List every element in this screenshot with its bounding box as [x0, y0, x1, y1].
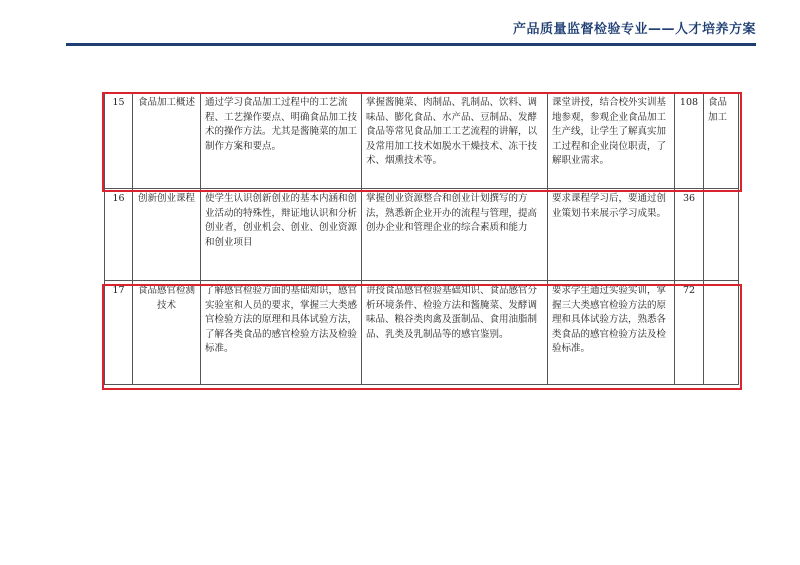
curriculum-table [104, 92, 739, 385]
table-row [105, 93, 739, 189]
course-hours: 108 [675, 93, 704, 189]
course-content: 掌握创业资源整合和创业计划撰写的方法，熟悉新企业开办的流程与管理，提高创办企业和管理企业的综合素质和能力 [362, 189, 548, 281]
course-content: 掌握酱腌菜、肉制品、乳制品、饮料、调味品、膨化食品、水产品、豆制品、发酵食品等常见食品加工工艺流程的讲解，以及常用加工技术如脱水干燥技术、冻干技术、烟熏技术等。 [362, 93, 548, 189]
course-content: 讲授食品感官检验基础知识、食品感官分析环境条件、检验方法和酱腌菜、发酵调味品、粮谷类肉禽及蛋制品、食用油脂制品、乳类及乳制品等的感官鉴别。 [362, 281, 548, 385]
course-requirement: 要求课程学习后，要通过创业策划书来展示学习成果。 [548, 189, 675, 281]
course-type [704, 189, 739, 281]
document-title: 产品质量监督检验专业——人才培养方案 [512, 22, 756, 37]
course-number: 16 [105, 189, 133, 281]
course-objective: 使学生认识创新创业的基本内涵和创业活动的特殊性，辩证地认识和分析创业者，创业机会、创业、创业资源和创业项目 [201, 189, 362, 281]
course-name: 食品加工概述 [133, 93, 201, 189]
table-row [105, 281, 739, 385]
header-rule [66, 43, 756, 46]
course-hours: 36 [675, 189, 704, 281]
course-hours: 72 [675, 281, 704, 385]
course-requirement: 课堂讲授，结合校外实训基地参观，参观企业食品加工生产线，让学生了解真实加工过程和企业岗位职责，了解职业需求。 [548, 93, 675, 189]
course-objective: 了解感官检验方面的基础知识，感官实验室和人员的要求，掌握三大类感官检验方法的原理和具体试验方法，了解各类食品的感官检验方法及检验标准。 [201, 281, 362, 385]
course-name: 食品感官检测技术 [133, 281, 201, 385]
course-type: 食品加工 [704, 93, 739, 189]
course-number: 17 [105, 281, 133, 385]
course-objective: 通过学习食品加工过程中的工艺流程、工艺操作要点、明确食品加工技术的操作方法。尤其是酱腌菜的加工制作方案和要点。 [201, 93, 362, 189]
course-name: 创新创业课程 [133, 189, 201, 281]
course-requirement: 要求学生通过实验实训，掌握三大类感官检验方法的原理和具体试验方法，熟悉各类食品的感官检验方法及检验标准。 [548, 281, 675, 385]
course-type [704, 281, 739, 385]
course-number: 15 [105, 93, 133, 189]
table-row [105, 189, 739, 281]
